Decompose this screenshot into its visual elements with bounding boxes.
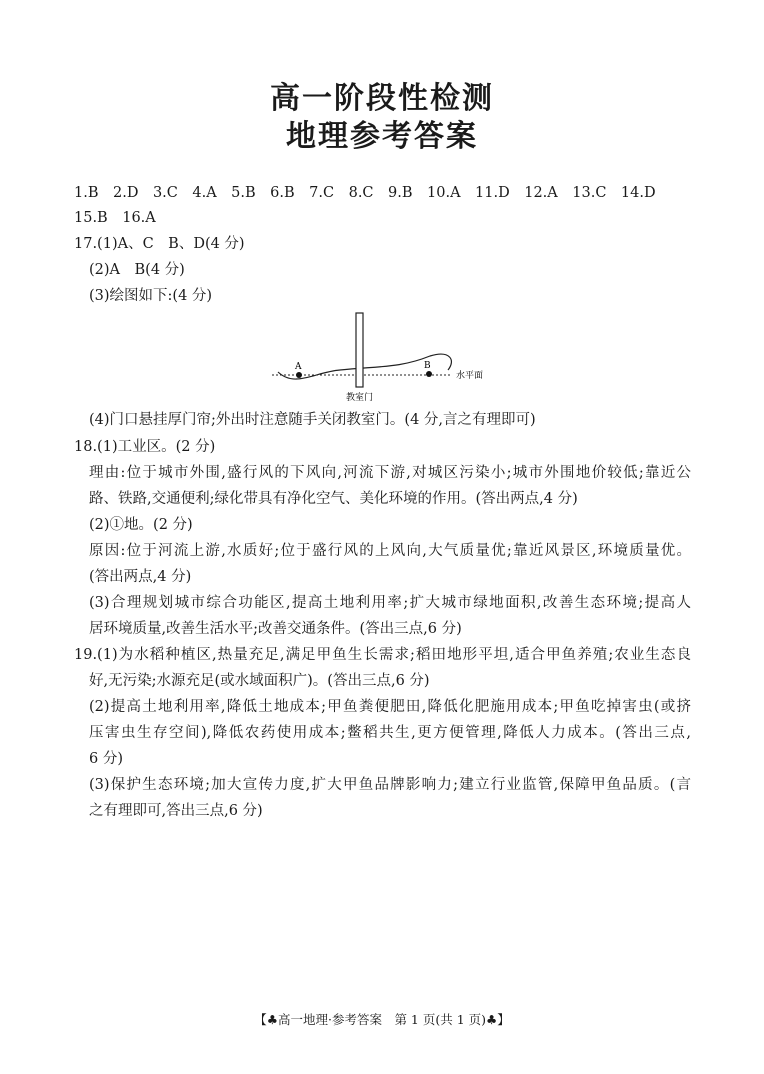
choice-answers-line-1: 1.B 2.D 3.C 4.A 5.B 6.B 7.C 8.C 9.B 10.A 11.D 12.A 13.C 14.D bbox=[74, 185, 656, 201]
q18-line-2: 理由:位于城市外围,盛行风的下风向,河流下游,对城区污染小;城市外围地价较低;靠近公 bbox=[89, 465, 691, 481]
q19-line-2: 好,无污染;水源充足(或水域面积广)。(答出三点,6 分) bbox=[89, 673, 430, 689]
q18-line-8: 居环境质量,改善生活水平;改善交通条件。(答出三点,6 分) bbox=[89, 621, 462, 637]
q18-line-5: 原因:位于河流上游,水质好;位于盛行风的上风向,大气质量优;靠近风景区,环境质量优。 bbox=[89, 543, 691, 559]
q17-part-2: (2)A B(4 分) bbox=[89, 262, 185, 278]
page-subtitle: 地理参考答案 bbox=[286, 119, 478, 154]
door-airflow-diagram bbox=[270, 310, 500, 402]
q19-line-1: 19.(1)为水稻种植区,热量充足,满足甲鱼生长需求;稻田地形平坦,适合甲鱼养殖;农业生态良 bbox=[74, 647, 691, 663]
q19-line-3: (2)提高土地利用率,降低土地成本;甲鱼粪便肥田,降低化肥施用成本;甲鱼吃掉害虫(或挤 bbox=[89, 699, 691, 715]
q18-line-1: 18.(1)工业区。(2 分) bbox=[74, 439, 216, 455]
q19-line-6: (3)保护生态环境;加大宣传力度,扩大甲鱼品牌影响力;建立行业监管,保障甲鱼品质。(言 bbox=[89, 777, 691, 793]
q18-line-6: (答出两点,4 分) bbox=[89, 569, 192, 585]
point-a bbox=[296, 372, 302, 378]
q17-part-4: (4)门口悬挂厚门帘;外出时注意随手关闭教室门。(4 分,言之有理即可) bbox=[89, 412, 536, 428]
label-level: 水平面 bbox=[456, 371, 484, 381]
q18-line-3: 路、铁路,交通便利;绿化带具有净化空气、美化环境的作用。(答出两点,4 分) bbox=[89, 491, 578, 507]
q18-line-4: (2)①地。(2 分) bbox=[89, 517, 193, 533]
label-a: A bbox=[295, 362, 302, 372]
classroom-door bbox=[356, 313, 363, 387]
q17-part-3: (3)绘图如下:(4 分) bbox=[89, 288, 213, 304]
q19-line-4: 压害虫生存空间),降低农药使用成本;鳖稻共生,更方便管理,降低人力成本。(答出三点, bbox=[89, 725, 691, 741]
point-b bbox=[426, 371, 432, 377]
page-footer: 【♣高一地理·参考答案 第 1 页(共 1 页)♣】 bbox=[254, 1012, 510, 1027]
q17-part-1: 17.(1)A、C B、D(4 分) bbox=[74, 236, 245, 252]
q19-line-5: 6 分) bbox=[89, 751, 123, 767]
q18-line-7: (3)合理规划城市综合功能区,提高土地利用率;扩大城市绿地面积,改善生态环境;提高人 bbox=[89, 595, 691, 611]
label-b: B bbox=[424, 361, 431, 371]
page-title: 高一阶段性检测 bbox=[270, 81, 494, 116]
label-door: 教室门 bbox=[346, 393, 374, 402]
q19-line-7: 之有理即可,答出三点,6 分) bbox=[89, 803, 263, 819]
choice-answers-line-2: 15.B 16.A bbox=[74, 210, 156, 226]
